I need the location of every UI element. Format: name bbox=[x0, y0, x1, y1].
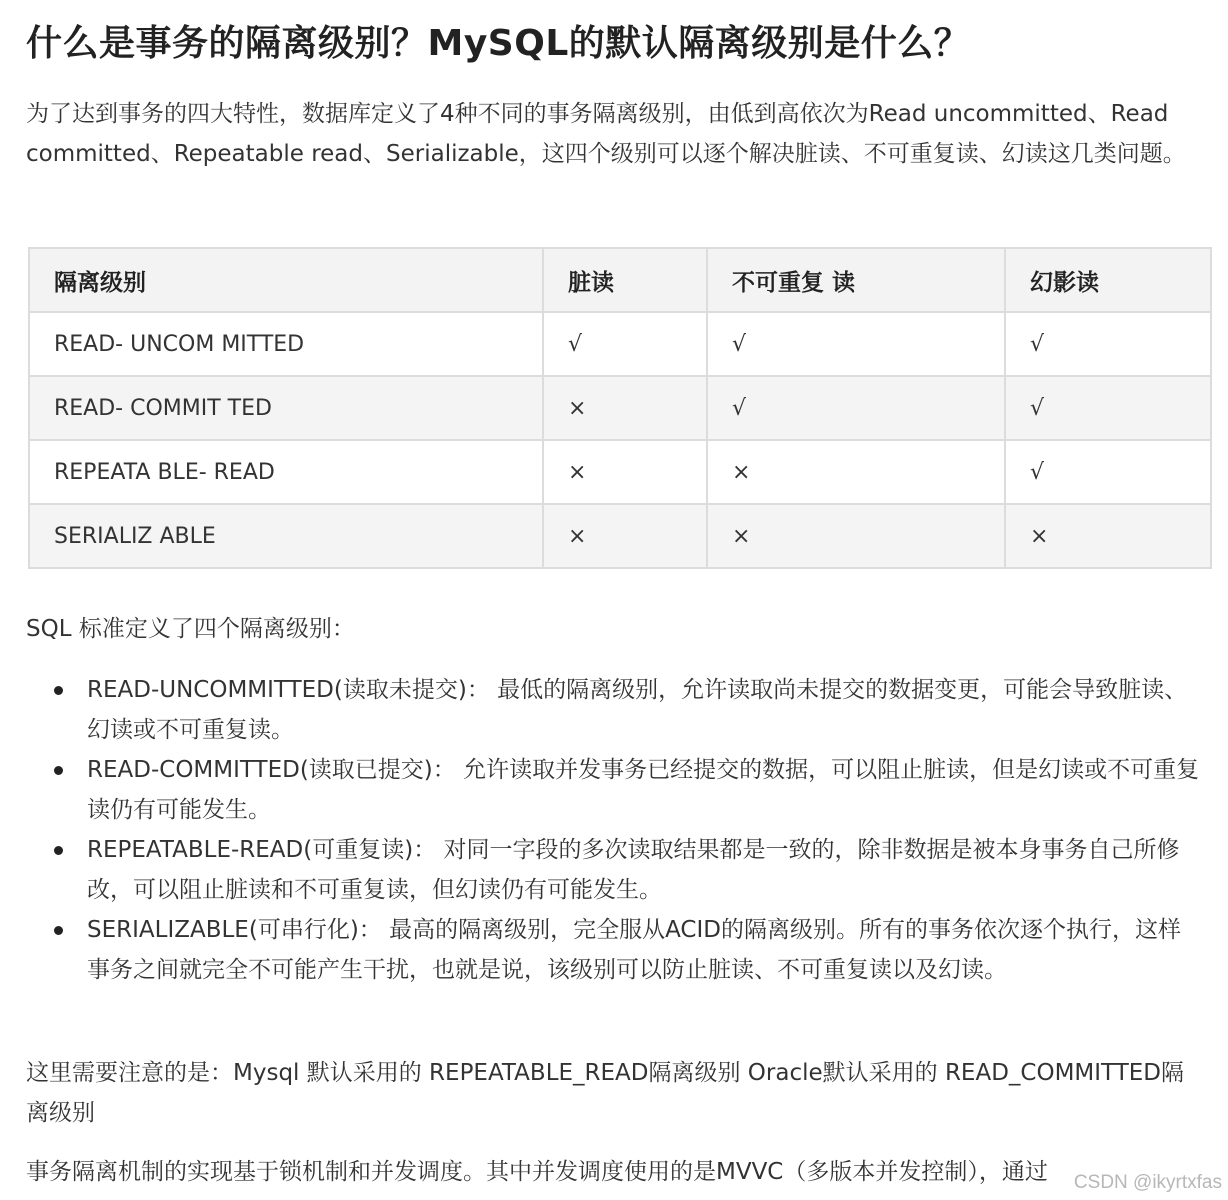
article-title: 什么是事务的隔离级别？MySQL的默认隔离级别是什么？ bbox=[26, 23, 971, 64]
table-row bbox=[29, 376, 1211, 440]
dirty-read-cell: × bbox=[543, 440, 707, 504]
dirty-read-cell: × bbox=[543, 504, 707, 568]
bullet-icon bbox=[54, 926, 63, 935]
dirty-read-cell: × bbox=[543, 376, 707, 440]
default-level-note: 这里需要注意的是：Mysql 默认采用的 REPEATABLE_READ隔离级别 Oracle默认采用的 READ_COMMITTED隔离级别 bbox=[26, 1060, 1184, 1126]
list-item bbox=[50, 670, 1200, 750]
list-item bbox=[50, 750, 1200, 830]
non-repeatable-read-cell: √ bbox=[707, 312, 1005, 376]
level-name-cell: REPEATA BLE- READ bbox=[29, 440, 543, 504]
header-isolation-level: 隔离级别 bbox=[29, 248, 543, 312]
bullet-icon bbox=[54, 766, 63, 775]
list-item bbox=[50, 830, 1200, 910]
table-row bbox=[29, 440, 1211, 504]
intro-paragraph: 为了达到事务的四大特性，数据库定义了4种不同的事务隔离级别，由低到高依次为Read uncommitted、Read committed、Repeatable read、Serializable，这四个级别可以逐个解决脏读、不可重复读、幻读这几类问题。 bbox=[26, 101, 1186, 167]
table-header-row bbox=[29, 248, 1211, 312]
sql-standard-heading: SQL 标准定义了四个隔离级别： bbox=[26, 616, 355, 642]
table-row bbox=[29, 312, 1211, 376]
isolation-level-list bbox=[50, 670, 1200, 990]
bullet-icon bbox=[54, 846, 63, 855]
isolation-level-table bbox=[28, 247, 1212, 569]
list-item bbox=[50, 910, 1200, 990]
mvcc-paragraph: 事务隔离机制的实现基于锁机制和并发调度。其中并发调度使用的是MVVC（多版本并发控制），通过 bbox=[26, 1159, 1048, 1185]
non-repeatable-read-cell: × bbox=[707, 440, 1005, 504]
list-item-text: SERIALIZABLE(可串行化)： 最高的隔离级别，完全服从ACID的隔离级别。所有的事务依次逐个执行，这样事务之间就完全不可能产生干扰，也就是说，该级别可以防止脏读、不可重复读以及幻读。 bbox=[87, 917, 1181, 983]
bullet-icon bbox=[54, 686, 63, 695]
list-item-text: READ-COMMITTED(读取已提交)： 允许读取并发事务已经提交的数据，可以阻止脏读，但是幻读或不可重复读仍有可能发生。 bbox=[87, 757, 1200, 823]
header-non-repeatable-read: 不可重复 读 bbox=[707, 248, 1005, 312]
watermark-text: CSDN @ikyrtxfas bbox=[1073, 1172, 1222, 1193]
table-row bbox=[29, 504, 1211, 568]
header-dirty-read: 脏读 bbox=[543, 248, 707, 312]
level-name-cell: READ- COMMIT TED bbox=[29, 376, 543, 440]
level-name-cell: SERIALIZ ABLE bbox=[29, 504, 543, 568]
list-item-text: READ-UNCOMMITTED(读取未提交)： 最低的隔离级别，允许读取尚未提交的数据变更，可能会导致脏读、幻读或不可重复读。 bbox=[87, 677, 1188, 743]
level-name-cell: READ- UNCOM MITTED bbox=[29, 312, 543, 376]
list-item-text: REPEATABLE-READ(可重复读)： 对同一字段的多次读取结果都是一致的，除非数据是被本身事务自己所修改，可以阻止脏读和不可重复读，但幻读仍有可能发生。 bbox=[87, 837, 1180, 903]
non-repeatable-read-cell: √ bbox=[707, 376, 1005, 440]
phantom-read-cell: √ bbox=[1005, 312, 1211, 376]
phantom-read-cell: × bbox=[1005, 504, 1211, 568]
phantom-read-cell: √ bbox=[1005, 376, 1211, 440]
phantom-read-cell: √ bbox=[1005, 440, 1211, 504]
dirty-read-cell: √ bbox=[543, 312, 707, 376]
non-repeatable-read-cell: × bbox=[707, 504, 1005, 568]
header-phantom-read: 幻影读 bbox=[1005, 248, 1211, 312]
